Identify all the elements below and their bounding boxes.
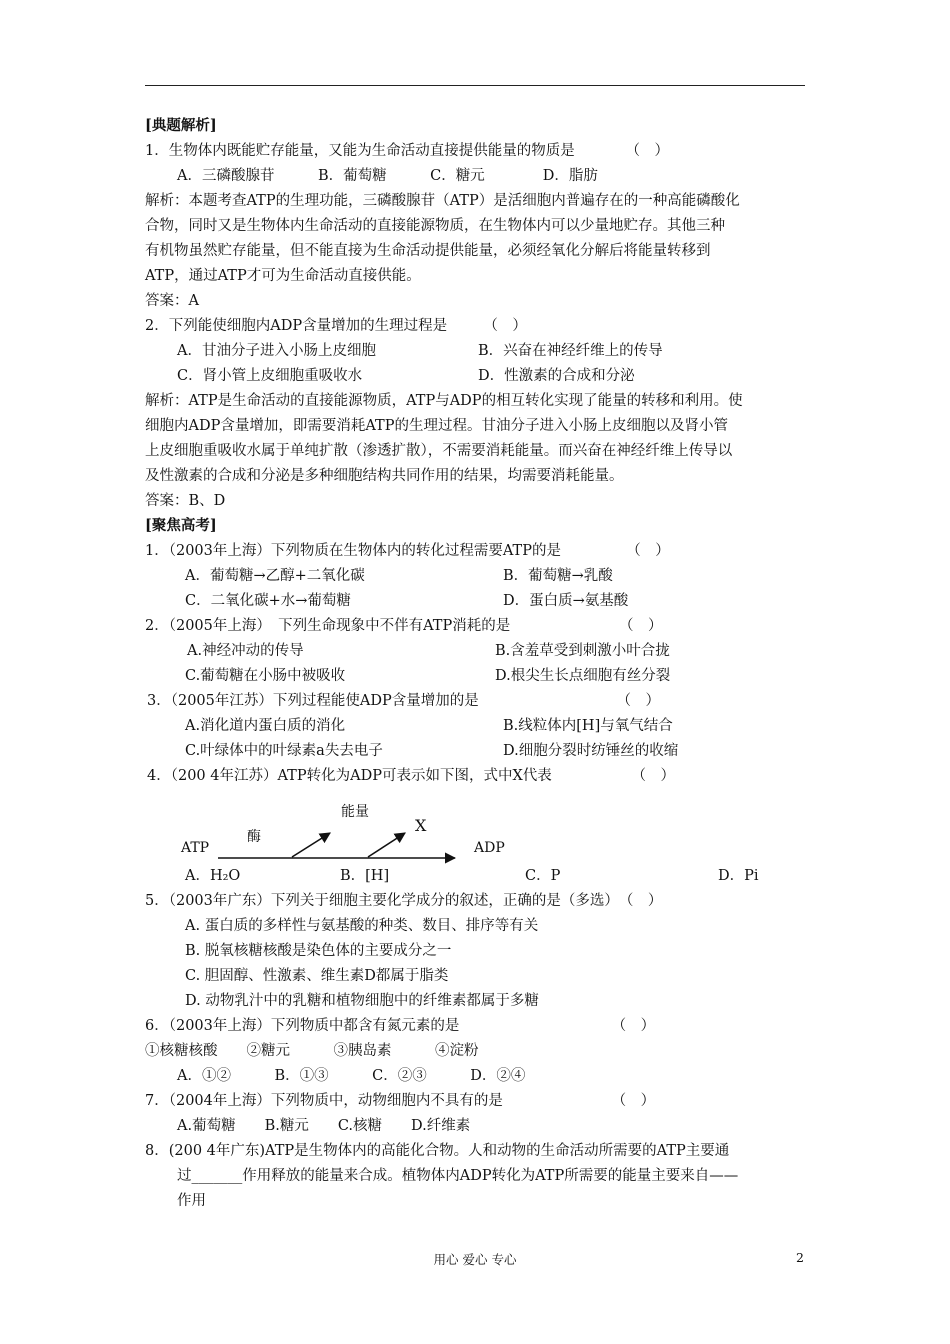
text-line: C．P xyxy=(525,868,561,884)
text-line: 有机物虽然贮存能量，但不能直接为生命活动提供能量，必须经氧化分解后将能量转移到 xyxy=(145,243,711,259)
text-line: C．二氧化碳+水→葡萄糖 xyxy=(185,593,351,609)
text-line: D.根尖生长点细胞有丝分裂 xyxy=(495,668,671,684)
text-line: A. 蛋白质的多样性与氨基酸的种类、数目、排序等有关 xyxy=(185,918,539,934)
text-line: B．葡萄糖→乳酸 xyxy=(503,568,613,584)
text-line: 解析：本题考查ATP的生理功能，三磷酸腺苷（ATP）是活细胞内普遍存在的一种高能磷酸化 xyxy=(145,193,740,209)
text-line: D．蛋白质→氨基酸 xyxy=(503,593,629,609)
text-line: B．[H] xyxy=(340,868,390,884)
text-line: 合物，同时又是生物体内生命活动的直接能源物质，在生物体内可以少量地贮存。其他三种 xyxy=(145,218,725,234)
text-line: D．性激素的合成和分泌 xyxy=(478,368,635,384)
text-line: 解析：ATP是生命活动的直接能源物质，ATP与ADP的相互转化实现了能量的转移和利用。使 xyxy=(145,393,743,409)
diagram-energy-label: 能量 xyxy=(341,804,369,820)
text-line: D. 动物乳汁中的乳糖和植物细胞中的纤维素都属于多糖 xyxy=(185,993,539,1009)
text-line: 4．（200 4年江苏）ATP转化为ADP可表示如下图，式中X代表 （ ） xyxy=(147,768,676,784)
reaction-arrow-energy xyxy=(292,833,330,857)
page-number: 2 xyxy=(796,1250,804,1265)
page-footer: 用心 爱心 专心 xyxy=(433,1252,517,1267)
text-line: A.消化道内蛋白质的消化 xyxy=(185,718,346,734)
text-line: 2．下列能使细胞内ADP含量增加的生理过程是 （ ） xyxy=(145,318,527,334)
diagram-enzyme-label: 酶 xyxy=(247,829,261,845)
text-line: D.细胞分裂时纺锤丝的收缩 xyxy=(503,743,679,759)
text-line: [聚焦高考] xyxy=(145,517,217,534)
text-line: [典题解析] xyxy=(145,117,217,134)
text-line: 及性激素的合成和分泌是多种细胞结构共同作用的结果，均需要消耗能量。 xyxy=(145,468,624,484)
text-line: 答案：A xyxy=(145,293,199,309)
text-line: C．肾小管上皮细胞重吸收水 xyxy=(177,368,363,384)
text-line: B. 脱氧核糖核酸是染色体的主要成分之一 xyxy=(185,943,452,959)
reaction-arrow-x xyxy=(368,833,405,857)
diagram-x-label: X xyxy=(415,816,427,835)
text-line: 7．（2004年上海）下列物质中，动物细胞内不具有的是 （ ） xyxy=(145,1093,656,1109)
text-line: A.神经冲动的传导 xyxy=(187,643,304,659)
text-line: A.葡萄糖 B.糖元 C.核糖 D.纤维素 xyxy=(177,1118,471,1134)
text-line: 答案：B、D xyxy=(145,493,226,509)
diagram-adp-label: ADP xyxy=(474,840,505,856)
text-line: A．H₂O xyxy=(185,868,241,884)
text-line: 2．（2005年上海） 下列生命现象中不伴有ATP消耗的是 （ ） xyxy=(145,618,663,634)
text-line: B．兴奋在神经纤维上的传导 xyxy=(478,343,663,359)
text-line: A．葡萄糖→乙醇+二氧化碳 xyxy=(185,568,365,584)
text-line: B.线粒体内[H]与氧气结合 xyxy=(503,718,673,734)
text-line: 1．（2003年上海）下列物质在生物体内的转化过程需要ATP的是 （ ） xyxy=(145,543,670,559)
text-line: 作用 xyxy=(177,1193,206,1209)
text-line: A．三磷酸腺苷 B．葡萄糖 C．糖元 D．脂肪 xyxy=(177,168,598,184)
text-line: C.葡萄糖在小肠中被吸收 xyxy=(185,668,346,684)
text-line: B.含羞草受到刺激小叶合拢 xyxy=(495,643,670,659)
text-line: ATP，通过ATP才可为生命活动直接供能。 xyxy=(145,268,421,284)
text-line: A．①② B．①③ C．②③ D．②④ xyxy=(177,1068,526,1084)
text-line: ①核糖核酸 ②糖元 ③胰岛素 ④淀粉 xyxy=(145,1043,479,1059)
text-line: 6．（2003年上海）下列物质中都含有氮元素的是 （ ） xyxy=(145,1018,656,1034)
text-line: 1．生物体内既能贮存能量，又能为生命活动直接提供能量的物质是 （ ） xyxy=(145,143,669,159)
text-line: A．甘油分子进入小肠上皮细胞 xyxy=(177,343,376,359)
text-line: 细胞内ADP含量增加，即需要消耗ATP的生理过程。甘油分子进入小肠上皮细胞以及肾小管 xyxy=(145,418,728,434)
text-line: 8．(200 4年广东)ATP是生物体内的高能化合物。人和动物的生命活动所需要的ATP主要通 xyxy=(145,1143,730,1159)
text-line: C.叶绿体中的叶绿素a失去电子 xyxy=(185,743,383,759)
text-line: C. 胆固醇、性激素、维生素D都属于脂类 xyxy=(185,968,449,984)
diagram-atp-label: ATP xyxy=(181,840,210,856)
text-line: 5．（2003年广东）下列关于细胞主要化学成分的叙述，正确的是（多选） （ ） xyxy=(145,893,663,909)
text-line: 3．（2005年江苏）下列过程能使ADP含量增加的是 （ ） xyxy=(147,693,660,709)
text-line: 上皮细胞重吸收水属于单纯扩散（渗透扩散），不需要消耗能量。而兴奋在神经纤维上传导以 xyxy=(145,443,733,459)
text-line: D．Pi xyxy=(718,868,759,884)
text-line: 过_______作用释放的能量来合成。植物体内ADP转化为ATP所需要的能量主要来自—— xyxy=(177,1168,739,1184)
